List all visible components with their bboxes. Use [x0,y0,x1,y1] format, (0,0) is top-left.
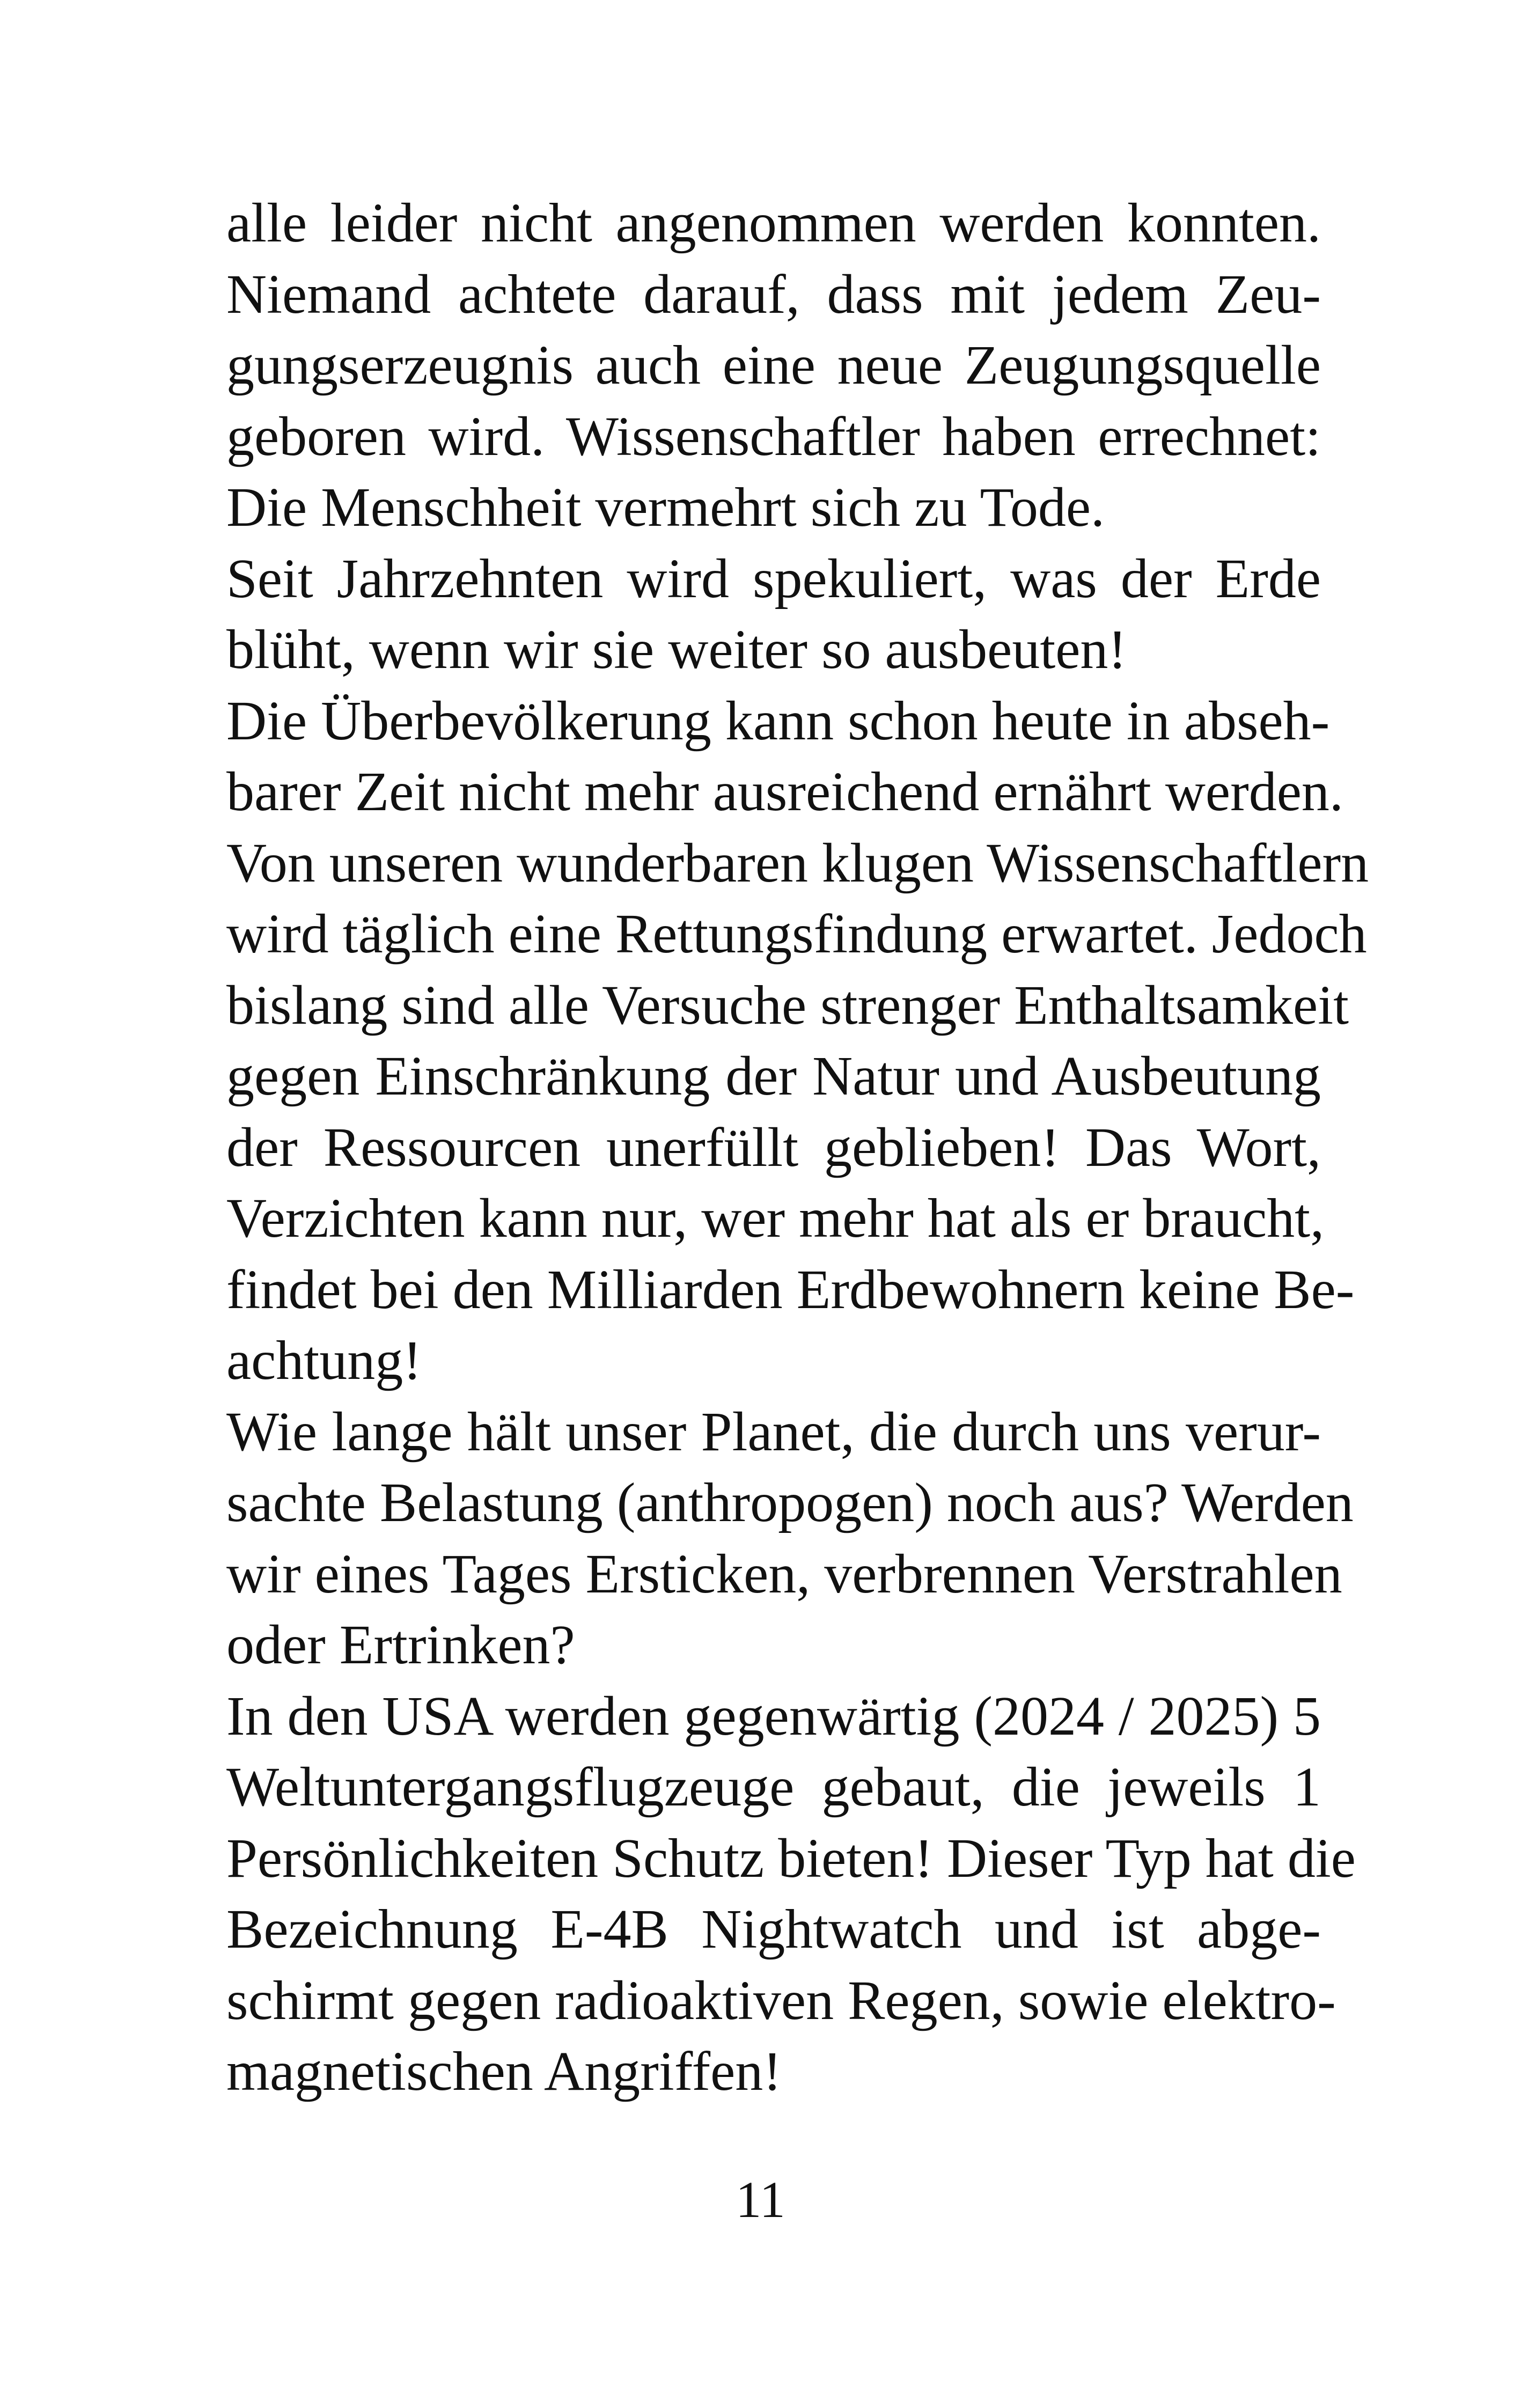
text-line: Von unseren wunderbaren klugen Wissenschaftlern [226,832,1369,894]
paragraph-5 [226,1397,1354,1681]
text-line: Persönlichkeiten Schutz bieten! Dieser Typ hat die [226,1827,1356,1889]
text-line: Die Überbevölkerung kann schon heute in abseh- [226,689,1330,752]
text-line: oder Ertrinken? [226,1614,575,1676]
text-line: Weltuntergangsflugzeuge gebaut, die jeweils 1 [226,1756,1321,1818]
paragraph-3 [226,686,1343,828]
text-line: wir eines Tages Ersticken, verbrennen Verstrahlen [226,1543,1342,1605]
text-line: bislang sind alle Versuche strenger Enthaltsamkeit [226,974,1349,1036]
text-line: geboren wird. Wissenschaftler haben errechnet: [226,405,1321,467]
text-line: findet bei den Milliarden Erdbewohnern keine Be- [226,1258,1355,1320]
text-line: Die Menschheit vermehrt sich zu Tode. [226,476,1105,538]
body-text [226,188,1369,2108]
text-line: In den USA werden gegenwärtig (2024 / 2025) 5 [226,1685,1321,1747]
text-line: gungserzeugnis auch eine neue Zeugungsquelle [226,334,1321,396]
text-line: Bezeichnung E-4B Nightwatch und ist abge- [226,1898,1321,1960]
text-line: alle leider nicht angenommen werden konnten. [226,192,1321,254]
page-number: 11 [736,2171,785,2228]
text-line: barer Zeit nicht mehr ausreichend ernährt werden. [226,761,1343,823]
text-line: achtung! [226,1330,422,1391]
text-line: schirmt gegen radioaktiven Regen, sowie elektro- [226,1969,1336,2031]
paragraph-1 [226,188,1321,544]
text-line: magnetischen Angriffen! [226,2040,782,2102]
text-line: Seit Jahrzehnten wird spekuliert, was der Erde [226,547,1321,610]
text-line: sachte Belastung (anthropogen) noch aus? Werden [226,1472,1354,1533]
text-line: blüht, wenn wir sie weiter so ausbeuten! [226,619,1127,680]
text-line: der Ressourcen unerfüllt geblieben! Das Wort, [226,1116,1321,1178]
text-line: gegen Einschränkung der Natur und Ausbeutung [226,1045,1321,1107]
paragraph-6 [226,1681,1356,2108]
paragraph-4 [226,828,1369,1397]
paragraph-2 [226,544,1321,686]
text-line: Wie lange hält unser Planet, die durch uns verur- [226,1400,1321,1463]
text-line: wird täglich eine Rettungsfindung erwartet. Jedoch [226,903,1367,965]
text-line: Verzichten kann nur, wer mehr hat als er braucht, [226,1187,1325,1249]
text-line: Niemand achtete darauf, dass mit jedem Zeu- [226,263,1321,325]
